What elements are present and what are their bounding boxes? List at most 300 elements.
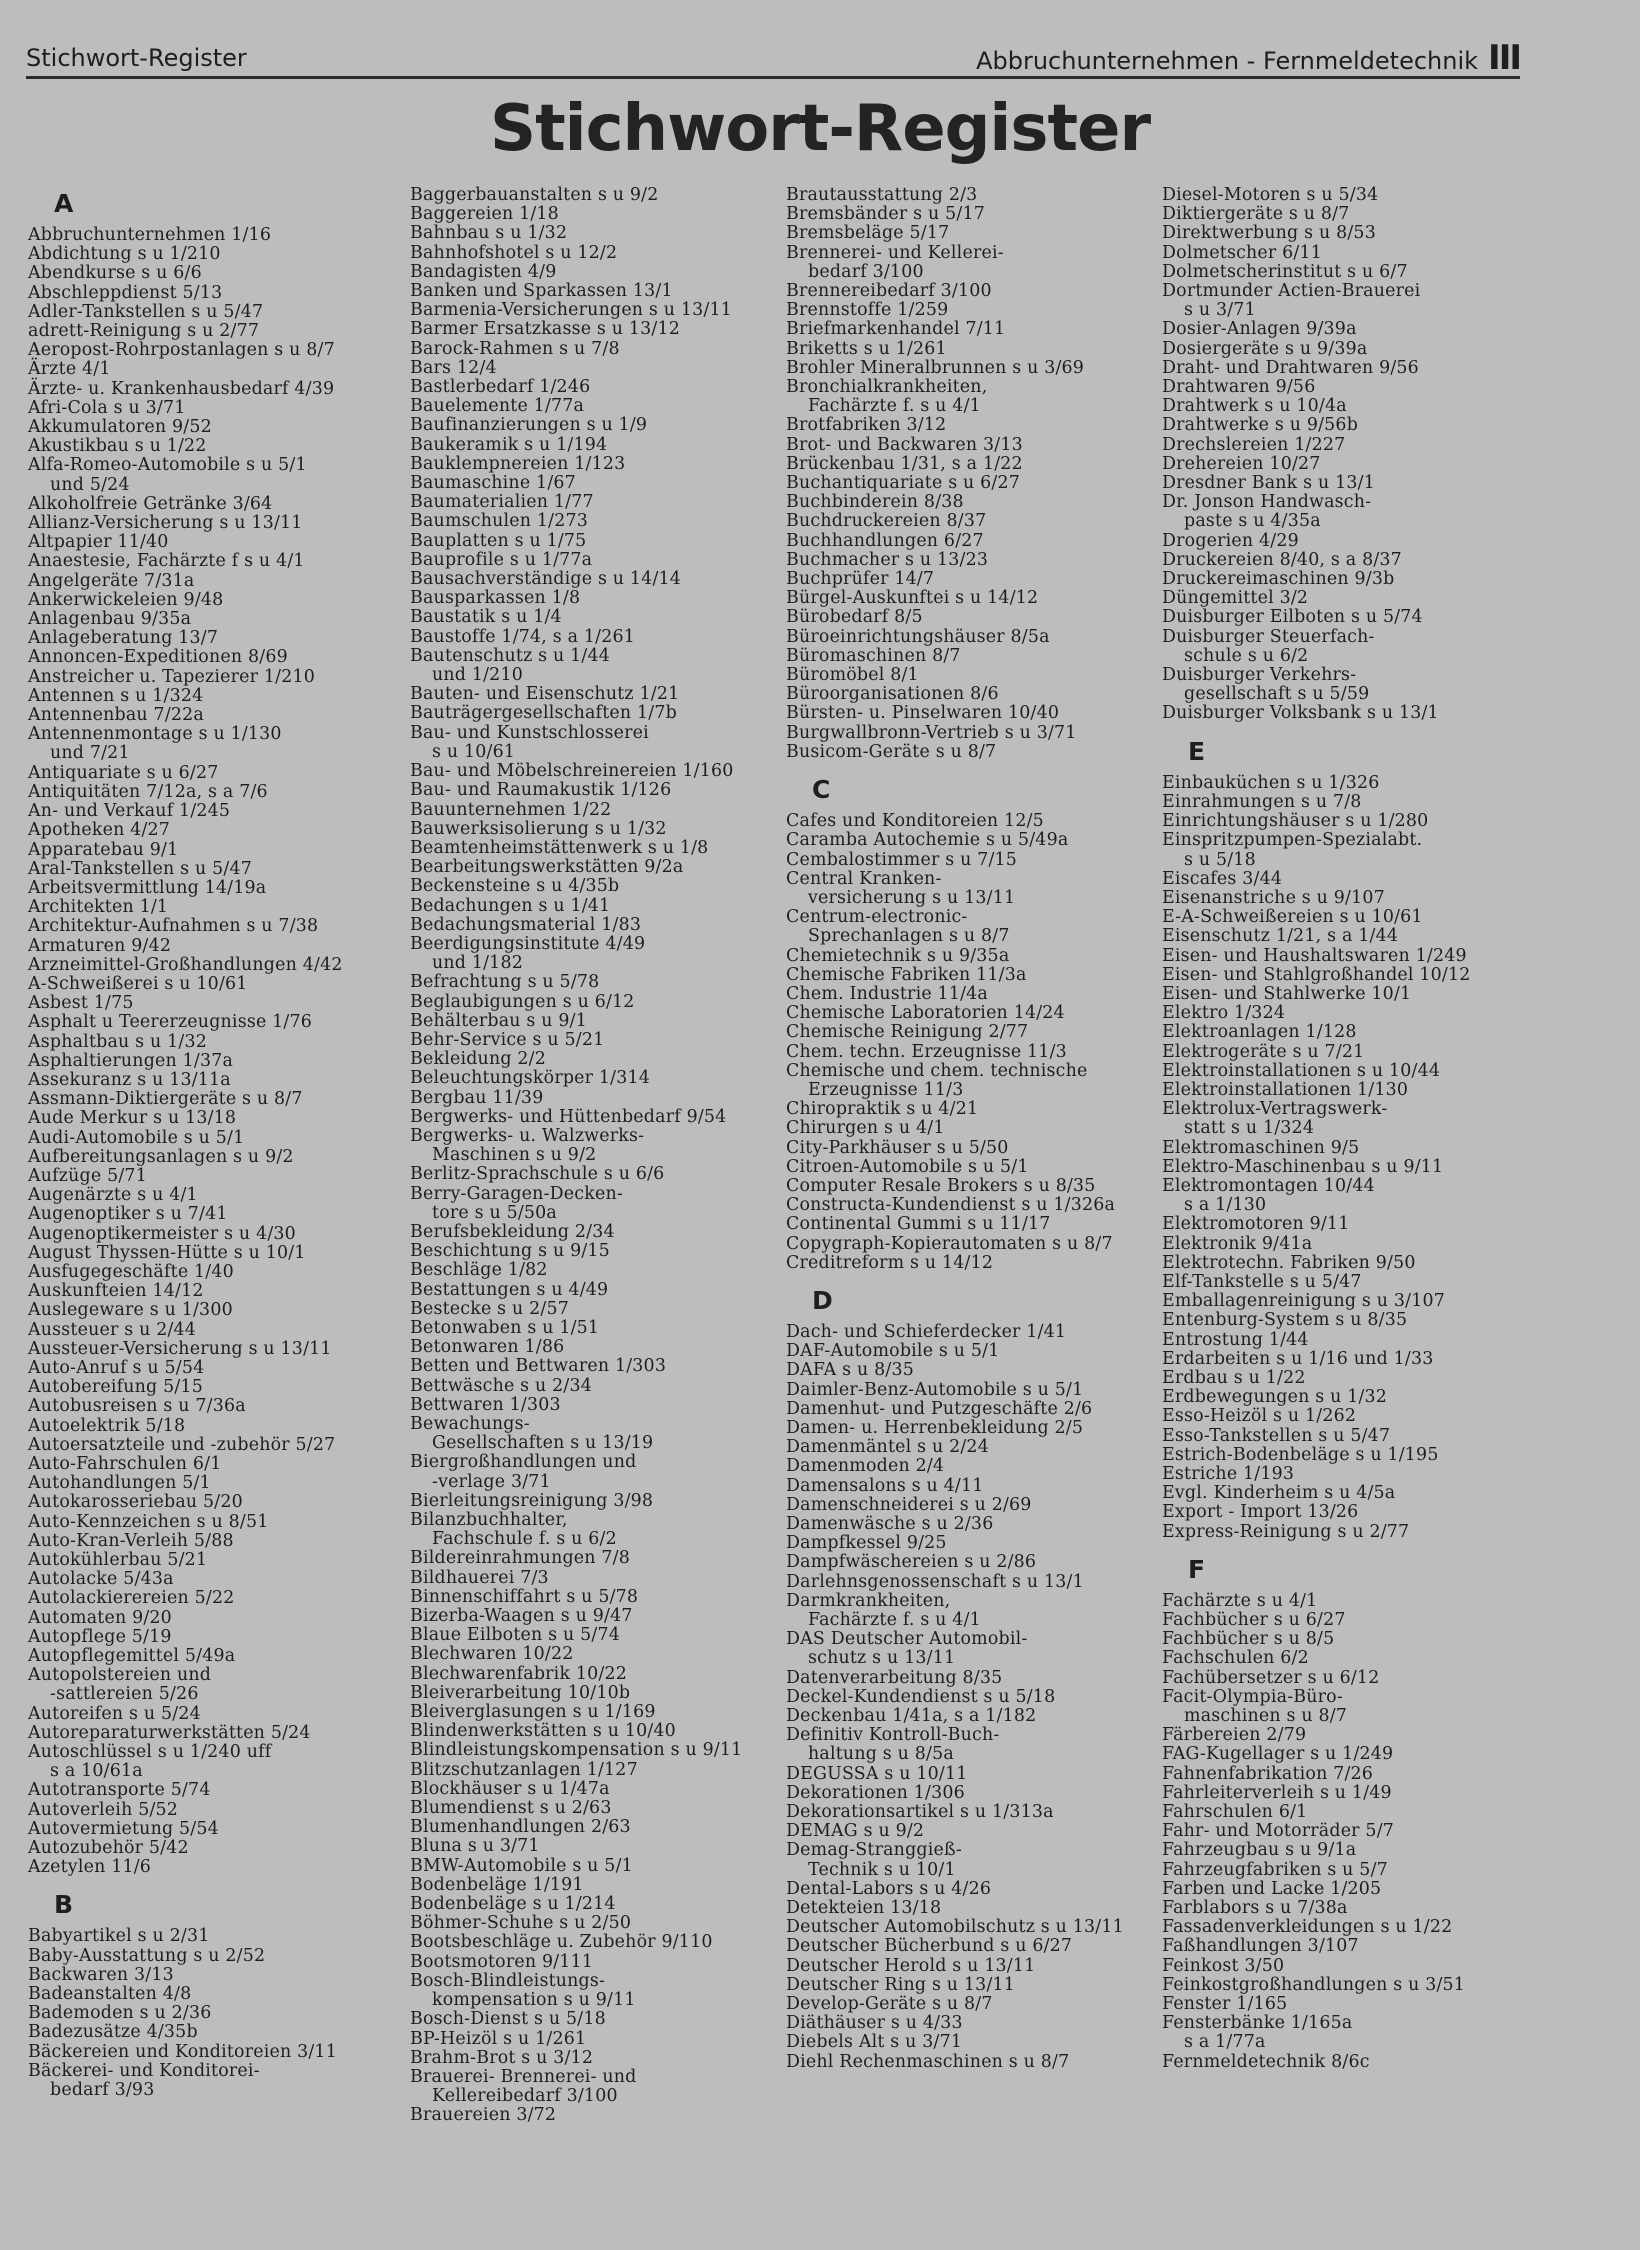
index-entry: Dosiergeräte s u 9/39a	[1162, 338, 1368, 359]
index-entry: Bedachungen s u 1/41	[410, 895, 611, 916]
index-entry: Autoersatzteile und -zubehör 5/27	[28, 1434, 336, 1455]
index-entry: Ankerwickeleien 9/48	[28, 589, 224, 610]
index-entry: Brückenbau 1/31, s a 1/22	[786, 453, 1023, 474]
index-entry: Akustikbau s u 1/22	[28, 436, 207, 457]
index-entry: BMW-Automobile s u 5/1	[410, 1855, 633, 1876]
index-entry-continuation: s a 10/61a	[50, 1761, 143, 1782]
index-entry: Elektrogeräte s u 7/21	[1162, 1041, 1365, 1062]
index-entry: Bürobedarf 8/5	[786, 607, 923, 628]
index-entry: Fenster 1/165	[1162, 1994, 1288, 2015]
index-entry: Ausfugegeschäfte 1/40	[28, 1261, 234, 1282]
index-entry: Badezusätze 4/35b	[28, 2022, 198, 2043]
index-entry: Arbeitsvermittlung 14/19a	[28, 877, 267, 898]
index-entry: Aussteuer s u 2/44	[28, 1319, 197, 1340]
index-entry: Esso-Heizöl s u 1/262	[1162, 1406, 1357, 1427]
index-entry: DAFA s u 8/35	[786, 1360, 914, 1381]
index-entry-continuation: s u 10/61	[432, 741, 516, 762]
index-entry: Brennereibedarf 3/100	[786, 281, 992, 302]
index-entry: Autozubehör 5/42	[28, 1838, 189, 1859]
index-entry: Fachübersetzer s u 6/12	[1162, 1667, 1380, 1688]
index-entry: adrett-Reinigung s u 2/77	[28, 321, 260, 342]
index-entry: Brautausstattung 2/3	[786, 185, 978, 205]
index-entry: Elektromontagen 10/44	[1162, 1175, 1375, 1196]
index-entry: Deckel-Kundendienst s u 5/18	[786, 1686, 1056, 1707]
index-entry: Deutscher Ring s u 13/11	[786, 1974, 1016, 1995]
section-letter: E	[1188, 736, 1206, 766]
index-entry: Antennenbau 7/22a	[28, 705, 204, 726]
index-entry: Chem. Industrie 11/4a	[786, 983, 988, 1004]
index-entry: Automaten 9/20	[28, 1607, 172, 1628]
index-entry: Autokühlerbau 5/21	[28, 1550, 208, 1571]
index-entry: Annoncen-Expeditionen 8/69	[28, 647, 288, 668]
index-entry: Abendkurse s u 6/6	[28, 263, 202, 284]
index-entry: Bahnhofshotel s u 12/2	[410, 242, 618, 263]
index-entry: Büroeinrichtungshäuser 8/5a	[786, 626, 1050, 647]
index-entry: Bergwerks- u. Walzwerks-	[410, 1125, 645, 1146]
index-entry: Brotfabriken 3/12	[786, 415, 947, 436]
index-column-4	[1162, 186, 1522, 2072]
index-entry: Dekorationen 1/306	[786, 1782, 965, 1803]
index-entry: Duisburger Verkehrs-	[1162, 665, 1357, 686]
index-entry-continuation: und 1/210	[432, 665, 523, 686]
index-entry: Drahtwerk s u 10/4a	[1162, 396, 1347, 417]
index-entry: Autobusreisen s u 7/36a	[28, 1396, 246, 1417]
index-entry: Audi-Automobile s u 5/1	[28, 1127, 245, 1148]
index-entry: Armaturen 9/42	[28, 935, 172, 956]
index-entry: Elektrotechn. Fabriken 9/50	[1162, 1252, 1416, 1273]
index-entry: Elektro-Maschinenbau s u 9/11	[1162, 1156, 1444, 1177]
index-entry: Drehereien 10/27	[1162, 453, 1321, 474]
index-entry: Draht- und Drahtwaren 9/56	[1162, 357, 1419, 378]
index-entry: Autotransporte 5/74	[28, 1780, 211, 1801]
index-entry: Bauunternehmen 1/22	[410, 799, 612, 820]
index-entry: Eisen- und Haushaltswaren 1/249	[1162, 945, 1467, 966]
index-entry-continuation: Fachärzte f. s u 4/1	[808, 396, 981, 417]
index-entry: Büromaschinen 8/7	[786, 645, 961, 666]
index-entry: Deckenbau 1/41a, s a 1/182	[786, 1706, 1037, 1727]
index-entry: Diäthäuser s u 4/33	[786, 2013, 963, 2034]
index-entry: Direktwerbung s u 8/53	[1162, 223, 1376, 244]
index-entry: Alkoholfreie Getränke 3/64	[28, 493, 273, 514]
index-entry: Brot- und Backwaren 3/13	[786, 434, 1023, 455]
index-entry: Baby-Ausstattung s u 2/52	[28, 1945, 266, 1966]
index-entry: Duisburger Steuerfach-	[1162, 626, 1375, 647]
index-entry: Bremsbänder s u 5/17	[786, 204, 985, 225]
index-entry: Bodenbeläge s u 1/214	[410, 1894, 616, 1915]
index-entry: Behälterbau s u 9/1	[410, 1010, 587, 1031]
index-entry: Bilanzbuchhalter,	[410, 1510, 568, 1531]
index-entry-continuation: Gesellschaften s u 13/19	[432, 1433, 654, 1454]
index-entry: Bandagisten 4/9	[410, 261, 557, 282]
index-entry: Auto-Anruf s u 5/54	[28, 1357, 205, 1378]
index-entry: Backwaren 3/13	[28, 1964, 174, 1985]
index-entry: Baggerbauanstalten s u 9/2	[410, 185, 659, 205]
index-entry: Baggereien 1/18	[410, 204, 559, 225]
index-entry: Fensterbänke 1/165a	[1162, 2013, 1353, 2034]
index-entry: Bautenschutz s u 1/44	[410, 645, 611, 666]
index-entry: Bildhauerei 7/3	[410, 1567, 549, 1588]
index-entry: Bäckerei- und Konditorei-	[28, 2060, 260, 2081]
index-entry: FAG-Kugellager s u 1/249	[1162, 1744, 1394, 1765]
index-entry: Eisenschutz 1/21, s a 1/44	[1162, 926, 1399, 947]
index-entry: Central Kranken-	[786, 868, 942, 889]
index-entry: Citroen-Automobile s u 5/1	[786, 1156, 1029, 1177]
index-entry: Angelgeräte 7/31a	[28, 570, 195, 591]
index-entry: Drahtwaren 9/56	[1162, 377, 1316, 398]
index-entry: Behr-Service s u 5/21	[410, 1029, 605, 1050]
index-entry: Cembalostimmer s u 7/15	[786, 849, 1018, 870]
index-entry: Dresdner Bank s u 13/1	[1162, 473, 1375, 494]
index-entry: Berry-Garagen-Decken-	[410, 1183, 623, 1204]
index-entry: Färbereien 2/79	[1162, 1725, 1307, 1746]
index-entry-continuation: -verlage 3/71	[432, 1471, 551, 1492]
index-entry: Damenmoden 2/4	[786, 1456, 945, 1477]
index-entry: Datenverarbeitung 8/35	[786, 1667, 1003, 1688]
index-entry-continuation: Technik s u 10/1	[808, 1859, 956, 1880]
index-entry: Duisburger Volksbank s u 13/1	[1162, 703, 1439, 724]
index-entry: Busicom-Geräte s u 8/7	[786, 741, 997, 762]
index-entry: Bürgel-Auskunftei s u 14/12	[786, 588, 1039, 609]
index-entry: Dr. Jonson Handwasch-	[1162, 492, 1372, 513]
index-entry: Bettwaren 1/303	[410, 1394, 561, 1415]
index-entry: Feinkost 3/50	[1162, 1955, 1285, 1976]
index-entry: Bodenbeläge 1/191	[410, 1874, 584, 1895]
index-entry: Eisenanstriche s u 9/107	[1162, 887, 1385, 908]
index-entry: Auskunfteien 14/12	[28, 1281, 204, 1302]
index-entry: Faßhandlungen 3/107	[1162, 1936, 1359, 1957]
index-entry: Düngemittel 3/2	[1162, 588, 1309, 609]
index-entry: E-A-Schweißereien s u 10/61	[1162, 907, 1423, 928]
index-entry: Chirurgen s u 4/1	[786, 1118, 945, 1139]
index-entry: Bedachungsmaterial 1/83	[410, 914, 642, 935]
index-entry-continuation: bedarf 3/100	[808, 261, 924, 282]
index-entry: Büromöbel 8/1	[786, 665, 919, 686]
index-entry: Anaestesie, Fachärzte f s u 4/1	[28, 551, 305, 572]
index-entry: Altpapier 11/40	[28, 532, 169, 553]
index-entry: Brohler Mineralbrunnen s u 3/69	[786, 357, 1085, 378]
index-entry: Abbruchunternehmen 1/16	[28, 225, 272, 245]
index-entry: Asphalt u Teererzeugnisse 1/76	[28, 1012, 313, 1033]
index-entry: Blechwarenfabrik 10/22	[410, 1663, 628, 1684]
index-entry-continuation: s u 5/18	[1184, 849, 1256, 870]
index-entry: Damenmäntel s u 2/24	[786, 1437, 989, 1458]
index-entry: Alfa-Romeo-Automobile s u 5/1	[28, 455, 307, 476]
index-entry: Autopflegemittel 5/49a	[28, 1646, 236, 1667]
index-entry: Druckereien 8/40, s a 8/37	[1162, 549, 1402, 570]
index-entry: DEGUSSA s u 10/11	[786, 1763, 968, 1784]
index-entry: Fassadenverkleidungen s u 1/22	[1162, 1917, 1453, 1938]
index-entry: Bekleidung 2/2	[410, 1049, 547, 1070]
index-entry: Apotheken 4/27	[28, 820, 171, 841]
index-entry: Chemietechnik s u 9/35a	[786, 945, 1010, 966]
page-title: Stichwort-Register	[489, 92, 1151, 166]
index-entry: Baumaschine 1/67	[410, 473, 576, 494]
index-entry: Elektronik 9/41a	[1162, 1233, 1313, 1254]
index-entry: Creditreform s u 14/12	[786, 1252, 994, 1273]
index-entry-continuation: und 7/21	[50, 743, 130, 764]
index-entry: Elektro 1/324	[1162, 1003, 1286, 1024]
header-right	[976, 38, 1520, 78]
index-entry: Bauelemente 1/77a	[410, 396, 585, 417]
index-entry: Buchhandlungen 6/27	[786, 530, 984, 551]
index-entry: Autopolstereien und	[28, 1665, 212, 1686]
index-entry: Fahrleiterverleih s u 1/49	[1162, 1782, 1392, 1803]
index-entry: Badeanstalten 4/8	[28, 1984, 192, 2005]
index-entry: Chemische und chem. technische	[786, 1060, 1088, 1081]
index-entry: Duisburger Eilboten s u 5/74	[1162, 607, 1423, 628]
index-entry: Arzneimittel-Großhandlungen 4/42	[28, 954, 343, 975]
index-entry-continuation: Fachärzte f. s u 4/1	[808, 1610, 981, 1631]
index-entry: Drahtwerke s u 9/56b	[1162, 415, 1359, 436]
section-letter: A	[54, 189, 74, 218]
index-entry: Eisen- und Stahlwerke 10/1	[1162, 983, 1412, 1004]
index-entry: Autoschlüssel s u 1/240 uff	[28, 1742, 272, 1763]
index-entry: Beerdigungsinstitute 4/49	[410, 933, 646, 954]
index-entry-continuation: gesellschaft s u 5/59	[1184, 684, 1370, 705]
index-entry-continuation: statt s u 1/324	[1184, 1118, 1315, 1139]
index-entry: Brauerei- Brennerei- und	[410, 2066, 637, 2087]
index-entry: Aeropost-Rohrpostanlagen s u 8/7	[28, 340, 335, 361]
index-entry: Bau- und Kunstschlosserei	[410, 722, 649, 743]
index-entry: Bremsbeläge 5/17	[786, 223, 950, 244]
index-entry: Buchdruckereien 8/37	[786, 511, 987, 532]
index-entry: Autoverleih 5/52	[28, 1799, 179, 1820]
index-entry: Elektromaschinen 9/5	[1162, 1137, 1360, 1158]
index-entry: Entenburg-System s u 8/35	[1162, 1310, 1408, 1331]
index-entry: Continental Gummi s u 11/17	[786, 1214, 1051, 1235]
index-entry: Bearbeitungswerkstätten 9/2a	[410, 857, 684, 878]
index-entry: Fahr- und Motorräder 5/7	[1162, 1821, 1395, 1842]
index-entry: A-Schweißerei s u 10/61	[28, 973, 248, 994]
index-entry: Brahm-Brot s u 3/12	[410, 2047, 594, 2068]
index-entry: BP-Heizöl s u 1/261	[410, 2028, 587, 2049]
index-entry: Akkumulatoren 9/52	[28, 417, 212, 438]
index-entry: Dampfkessel 9/25	[786, 1533, 947, 1554]
index-entry: Dach- und Schieferdecker 1/41	[786, 1321, 1067, 1342]
index-entry: Bürsten- u. Pinselwaren 10/40	[786, 703, 1060, 724]
index-entry: Erdbau s u 1/22	[1162, 1367, 1306, 1388]
index-entry: Diehl Rechenmaschinen s u 8/7	[786, 2051, 1070, 2072]
index-entry: August Thyssen-Hütte s u 10/1	[28, 1242, 306, 1263]
index-entry: Bestecke s u 2/57	[410, 1298, 570, 1319]
page-number: III	[1488, 38, 1520, 78]
index-entry: Demag-Stranggieß-	[786, 1840, 962, 1861]
index-entry: Betonwaben s u 1/51	[410, 1317, 600, 1338]
index-entry: Betonwaren 1/86	[410, 1337, 565, 1358]
index-entry: Beschläge 1/82	[410, 1260, 548, 1281]
index-entry: Cafes und Konditoreien 12/5	[786, 811, 1044, 832]
section-letter: F	[1188, 1554, 1206, 1584]
index-column-2	[410, 186, 770, 2126]
index-entry: Beschichtung s u 9/15	[410, 1241, 610, 1262]
index-entry: Aufzüge 5/71	[28, 1165, 147, 1186]
index-entry: Bewachungs-	[410, 1414, 530, 1434]
index-entry: City-Parkhäuser s u 5/50	[786, 1137, 1009, 1158]
index-entry: Einspritzpumpen-Spezialabt.	[1162, 830, 1423, 851]
index-entry-continuation: und 5/24	[50, 474, 130, 495]
index-entry: Constructa-Kundendienst s u 1/326a	[786, 1195, 1116, 1216]
index-entry: Diesel-Motoren s u 5/34	[1162, 185, 1379, 205]
index-entry: Damensalons s u 4/11	[786, 1475, 984, 1496]
index-entry: Eisen- und Stahlgroßhandel 10/12	[1162, 964, 1471, 985]
index-entry: Beckensteine s u 4/35b	[410, 876, 620, 897]
index-entry: Damenwäsche s u 2/36	[786, 1514, 994, 1534]
index-entry: Allianz-Versicherung s u 13/11	[28, 513, 303, 534]
index-entry: Antiquitäten 7/12a, s a 7/6	[28, 781, 268, 802]
index-entry: Caramba Autochemie s u 5/49a	[786, 830, 1069, 851]
index-entry: Buchantiquariate s u 6/27	[786, 473, 1021, 494]
index-entry: Bootsbeschläge u. Zubehör 9/110	[410, 1932, 713, 1953]
index-entry: Druckereimaschinen 9/3b	[1162, 569, 1395, 590]
index-entry: DAS Deutscher Automobil-	[786, 1629, 1028, 1650]
index-entry: Fahnenfabrikation 7/26	[1162, 1763, 1374, 1784]
index-entry: Autolacke 5/43a	[28, 1569, 174, 1590]
index-entry: Feinkostgroßhandlungen s u 3/51	[1162, 1974, 1466, 1995]
index-entry: Büroorganisationen 8/6	[786, 684, 999, 705]
index-entry: Baustatik s u 1/4	[410, 607, 562, 628]
index-entry: Buchprüfer 14/7	[786, 569, 935, 590]
index-entry-continuation: s a 1/77a	[1184, 2032, 1266, 2053]
index-entry: Estrich-Bodenbeläge s u 1/195	[1162, 1444, 1439, 1465]
index-entry: Augenärzte s u 4/1	[28, 1185, 198, 1206]
index-entry: Damenschneiderei s u 2/69	[786, 1494, 1032, 1515]
index-entry: Aude Merkur s u 13/18	[28, 1108, 237, 1129]
index-entry: Anlageberatung 13/7	[28, 628, 219, 649]
index-entry-continuation: versicherung s u 13/11	[808, 887, 1016, 908]
index-entry: Beglaubigungen s u 6/12	[410, 991, 635, 1012]
index-entry: Fachbücher s u 6/27	[1162, 1610, 1346, 1631]
section-letter: D	[812, 1285, 833, 1315]
index-entry: DEMAG s u 9/2	[786, 1821, 925, 1842]
index-entry: Böhmer-Schuhe s u 2/50	[410, 1913, 632, 1934]
index-entry: Autopflege 5/19	[28, 1626, 172, 1647]
index-entry: Afri-Cola s u 3/71	[28, 397, 186, 418]
index-entry: Auto-Kennzeichen s u 8/51	[28, 1511, 269, 1532]
index-entry-continuation: -sattlereien 5/26	[50, 1684, 199, 1705]
index-entry: Anlagenbau 9/35a	[28, 609, 192, 630]
index-entry: Bergbau 11/39	[410, 1087, 544, 1108]
index-entry: Drogerien 4/29	[1162, 530, 1299, 551]
index-entry: Azetylen 11/6	[28, 1857, 152, 1878]
index-entry: Bahnbau s u 1/32	[410, 223, 568, 244]
index-entry: Fahrschulen 6/1	[1162, 1802, 1308, 1823]
index-entry-continuation: bedarf 3/93	[50, 2080, 155, 2101]
index-entry: Esso-Tankstellen s u 5/47	[1162, 1425, 1391, 1446]
index-entry: Bars 12/4	[410, 357, 497, 378]
index-entry: Autoreifen s u 5/24	[28, 1703, 201, 1724]
index-entry: Bildereinrahmungen 7/8	[410, 1548, 631, 1569]
index-entry: Definitiv Kontroll-Buch-	[786, 1725, 1000, 1746]
index-entry: Beamtenheimstättenwerk s u 1/8	[410, 837, 709, 858]
index-entry-continuation: s a 1/130	[1184, 1195, 1267, 1216]
index-entry: Abschleppdienst 5/13	[28, 282, 223, 303]
index-entry: Daimler-Benz-Automobile s u 5/1	[786, 1379, 1084, 1400]
index-entry: Autohandlungen 5/1	[28, 1473, 211, 1494]
index-entry: Blockhäuser s u 1/47a	[410, 1778, 610, 1799]
index-entry: Aufbereitungsanlagen s u 9/2	[28, 1146, 294, 1167]
index-entry: Bleiverglasungen s u 1/169	[410, 1702, 656, 1723]
index-entry: Deutscher Herold s u 13/11	[786, 1955, 1036, 1976]
index-entry: Bosch-Dienst s u 5/18	[410, 2009, 606, 2030]
index-entry: Bauplatten s u 1/75	[410, 530, 587, 551]
index-entry: Bauten- und Eisenschutz 1/21	[410, 684, 680, 705]
index-entry-continuation: haltung s u 8/5a	[808, 1744, 954, 1765]
index-entry: Blaue Eilboten s u 5/74	[410, 1625, 620, 1646]
index-entry: Auslegeware s u 1/300	[28, 1300, 233, 1321]
index-entry-continuation: Kellereibedarf 3/100	[432, 2086, 618, 2107]
index-entry: Barock-Rahmen s u 7/8	[410, 338, 620, 359]
index-entry-continuation: schule s u 6/2	[1184, 645, 1309, 666]
index-entry: Bronchialkrankheiten,	[786, 377, 988, 398]
index-entry: Brennstoffe 1/259	[786, 300, 949, 321]
index-entry: Farblabors s u 7/38a	[1162, 1898, 1348, 1919]
index-entry: Assmann-Diktiergeräte s u 8/7	[28, 1089, 303, 1110]
index-entry: Detekteien 13/18	[786, 1898, 942, 1919]
index-entry: Baumaterialien 1/77	[410, 492, 594, 513]
index-entry: Brennerei- und Kellerei-	[786, 242, 1004, 263]
index-entry: Briketts s u 1/261	[786, 338, 947, 359]
index-entry: Dampfwäschereien s u 2/86	[786, 1552, 1037, 1573]
index-entry: Einrichtungshäuser s u 1/280	[1162, 811, 1429, 832]
index-entry: Drechslereien 1/227	[1162, 434, 1346, 455]
index-entry: Augenoptikermeister s u 4/30	[28, 1223, 296, 1244]
index-entry: Entrostung 1/44	[1162, 1329, 1309, 1350]
index-entry: Buchmacher s u 13/23	[786, 549, 989, 570]
index-entry: Elektrolux-Vertragswerk-	[1162, 1099, 1388, 1120]
index-entry: Dolmetscherinstitut s u 6/7	[1162, 261, 1408, 282]
index-entry: Binnenschiffahrt s u 5/78	[410, 1586, 639, 1607]
index-entry: Anstreicher u. Tapezierer 1/210	[28, 666, 315, 687]
index-entry: Elektroinstallationen 1/130	[1162, 1079, 1409, 1100]
index-entry: Bademoden s u 2/36	[28, 2003, 212, 2024]
index-entry: Fachärzte s u 4/1	[1162, 1590, 1318, 1611]
index-entry: Berufsbekleidung 2/34	[410, 1221, 615, 1242]
index-entry: Autoelektrik 5/18	[28, 1415, 186, 1436]
index-entry: Bäckereien und Konditoreien 3/11	[28, 2041, 337, 2062]
index-entry: Berlitz-Sprachschule s u 6/6	[410, 1164, 665, 1185]
header-left-title: Stichwort-Register	[26, 44, 247, 72]
index-entry: Barmer Ersatzkasse s u 13/12	[410, 319, 681, 340]
index-entry: Export - Import 13/26	[1162, 1502, 1359, 1523]
index-entry: Asphaltbau s u 1/32	[28, 1031, 207, 1052]
index-entry: Bausparkassen 1/8	[410, 588, 581, 609]
index-entry: Blechwaren 10/22	[410, 1644, 574, 1665]
index-entry: Dolmetscher 6/11	[1162, 242, 1322, 263]
index-entry: Chemische Reinigung 2/77	[786, 1022, 1029, 1043]
index-column-3	[786, 186, 1146, 2072]
index-entry: Aussteuer-Versicherung s u 13/11	[28, 1338, 332, 1359]
index-entry-continuation: s u 3/71	[1184, 300, 1256, 321]
index-entry: Blumendienst s u 2/63	[410, 1798, 612, 1819]
index-entry: Bestattungen s u 4/49	[410, 1279, 609, 1300]
index-entry: Estriche 1/193	[1162, 1464, 1295, 1484]
index-entry: Bergwerks- und Hüttenbedarf 9/54	[410, 1106, 727, 1127]
index-entry: Bastlerbedarf 1/246	[410, 377, 591, 398]
index-entry: Dental-Labors s u 4/26	[786, 1878, 992, 1899]
index-entry: Betten und Bettwaren 1/303	[410, 1356, 667, 1377]
index-entry-continuation: kompensation s u 9/11	[432, 1990, 636, 2011]
index-entry: Bierleitungsreinigung 3/98	[410, 1490, 654, 1511]
index-entry: Bleiverarbeitung 10/10b	[410, 1682, 631, 1703]
index-entry: Barmenia-Versicherungen s u 13/11	[410, 300, 733, 321]
index-entry: Auto-Fahrschulen 6/1	[28, 1454, 222, 1474]
index-entry: Babyartikel s u 2/31	[28, 1926, 210, 1947]
index-entry: Autobereifung 5/15	[28, 1377, 203, 1398]
index-entry: Bizerba-Waagen s u 9/47	[410, 1606, 633, 1627]
index-entry-continuation: Sprechanlagen s u 8/7	[808, 926, 1010, 947]
index-entry: Blumenhandlungen 2/63	[410, 1817, 631, 1838]
index-entry: Autolackierereien 5/22	[28, 1588, 235, 1609]
